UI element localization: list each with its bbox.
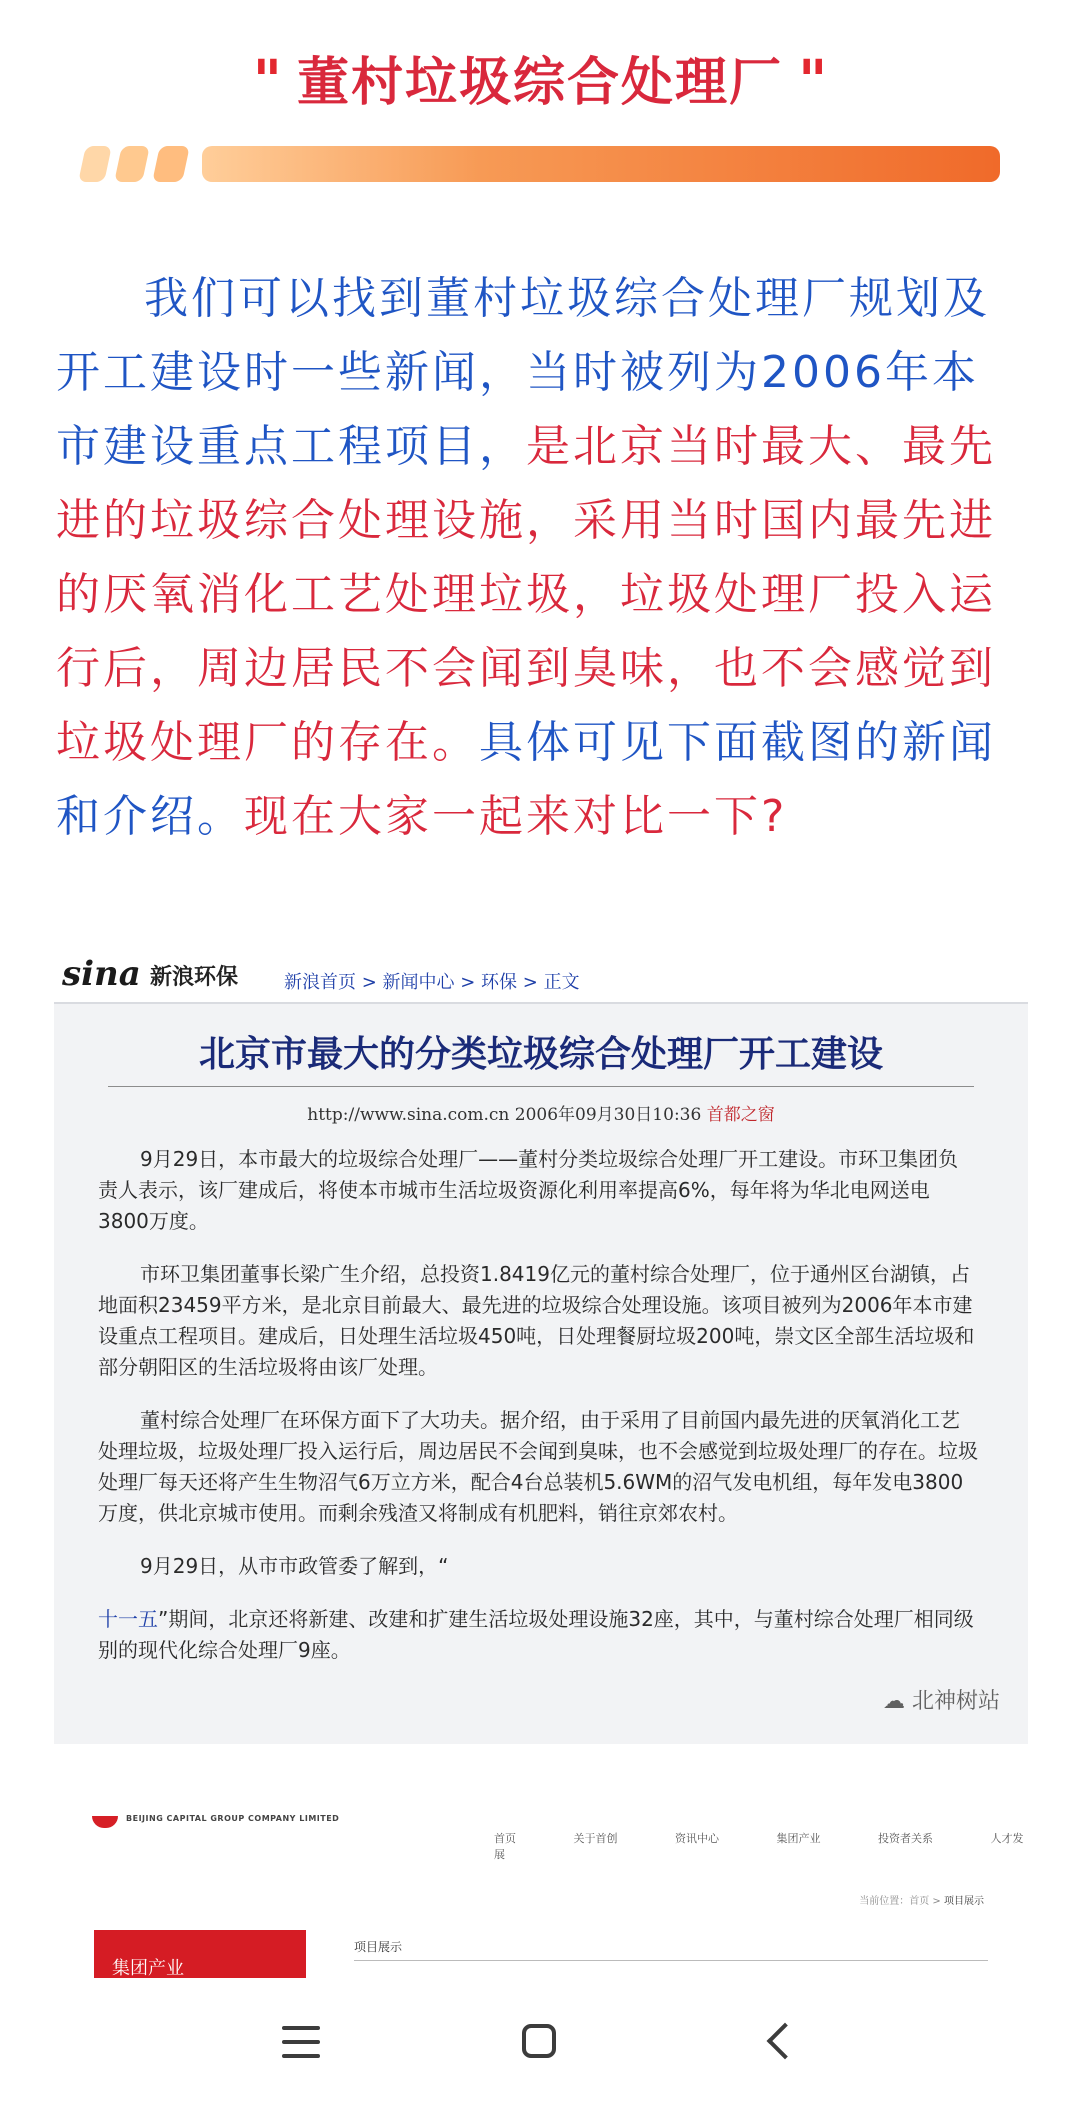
capital-location-current: 项目展示 (944, 1896, 984, 1907)
capital-logo-icon (92, 1816, 118, 1828)
intro-paragraph (56, 262, 1024, 854)
sina-site-name: 新浪环保 (150, 965, 239, 990)
capital-nav (494, 1830, 1028, 1862)
capital-group-screenshot (54, 1800, 1028, 1978)
article-header (0, 40, 1080, 115)
capital-company-name: BEIJING CAPITAL GROUP COMPANY LIMITED (126, 1814, 340, 1823)
news-title: 北京市最大的分类垃圾综合处理厂开工建设 (198, 1034, 883, 1075)
article-paragraph: 市环卫集团董事长梁广生介绍，总投资1.8419亿元的董村综合处理厂，位于通州区台湖镇，占地面积23459平方米，是北京目前最大、最先进的垃圾综合处理设施。该项目被列为2006年本市建设重点工程项目。建成后，日处理生活垃圾450吨，日处理餐厨垃圾200吨，崇文区全部生活垃圾和部分朝阳区的生活垃圾将由该厂处理。 (98, 1262, 975, 1379)
article-paragraph: 董村综合处理厂在环保方面下了大功夫。据介绍，由于采用了目前国内最先进的厌氧消化工艺处理垃圾，垃圾处理厂投入运行后，周边居民不会闻到臭味，也不会感觉到垃圾处理厂的存在。垃圾处理厂每天还将产生生物沼气6万立方米，配合4台总装机5.6WM的沼气发电机组，每年发电3800万度，供北京城市使用。而剩余残渣又将制成有机肥料，销往京郊农村。 (98, 1408, 978, 1525)
article-last-text: ”期间，北京还将新建、改建和扩建生活垃圾处理设施32座，其中，与董村综合处理厂相同级别的现代化综合处理厂9座。 (98, 1607, 974, 1662)
capital-section-title: 项目展示 (354, 1940, 403, 1954)
intro-text-4: 现在大家一起来对比一下? (244, 791, 788, 842)
capital-sidebar-block (94, 1930, 306, 1978)
capital-sidebar-label[interactable]: 集团产业 (112, 1958, 184, 1978)
sina-logo: sina (62, 954, 141, 994)
watermark-text: 北神树站 (911, 1689, 1000, 1714)
title-divider (108, 1086, 974, 1087)
page-title: 董村垃圾综合处理厂 (296, 53, 783, 113)
back-icon[interactable] (742, 2016, 822, 2076)
capital-nav-item[interactable]: 集团产业 (776, 1832, 821, 1845)
news-meta (54, 1100, 1028, 1125)
decorative-banner (82, 146, 1000, 182)
capital-nav-item[interactable]: 投资者关系 (878, 1832, 933, 1845)
shiyiwu-link[interactable]: 十一五 (98, 1607, 158, 1631)
news-article (98, 1144, 978, 1688)
news-source[interactable]: 首都之窗 (706, 1105, 775, 1125)
article-paragraph: 9月29日，本市最大的垃圾综合处理厂——董村分类垃圾综合处理厂开工建设。市环卫集团负责人表示，该厂建成后，将使本市城市生活垃圾资源化利用率提高6%，每年将为华北电网送电3800万度。 (98, 1147, 959, 1233)
watermark (883, 1684, 1000, 1715)
article-paragraph-last (98, 1604, 978, 1666)
quote-mark-right: " (798, 49, 828, 114)
capital-nav-item[interactable]: 关于首创 (573, 1832, 618, 1845)
quote-mark-left: " (252, 49, 282, 114)
home-icon[interactable] (502, 2016, 582, 2076)
system-nav-bar (0, 1978, 1080, 2109)
intro-text-1: 我们可以找到董村垃圾综合处理厂规划及开工建设时一些新闻，当时被列为2006年本市建设重点工程项目， (56, 273, 990, 472)
intro-text-3: 具体可见下面截图的新闻和介绍。 (56, 717, 996, 842)
news-meta-url: http://www.sina.com.cn 2006年09月30日10:36 (307, 1105, 702, 1125)
capital-location: 当前位置：首页 > 项目展示 (859, 1896, 984, 1907)
wechat-icon: ☁ (882, 1689, 912, 1714)
article-paragraph: 9月29日，从市市政管委了解到，“ (140, 1554, 449, 1578)
menu-icon[interactable] (260, 2016, 340, 2076)
capital-divider (354, 1960, 988, 1961)
capital-nav-item[interactable]: 资讯中心 (675, 1832, 719, 1845)
breadcrumb[interactable]: 新浪首页 > 新闻中心 > 环保 > 正文 (284, 972, 580, 993)
capital-nav-item[interactable]: 首页 (494, 1832, 516, 1845)
capital-nav-item[interactable]: 人才发展 (494, 1832, 1024, 1861)
sina-news-screenshot (54, 944, 1028, 1744)
sina-top-bar (54, 944, 1028, 1004)
intro-text-2: 是北京当时最大、最先进的垃圾综合处理设施，采用当时国内最先进的厌氧消化工艺处理垃圾，垃圾处理厂投入运行后，周边居民不会闻到臭味，也不会感觉到垃圾处理厂的存在。 (56, 421, 996, 768)
